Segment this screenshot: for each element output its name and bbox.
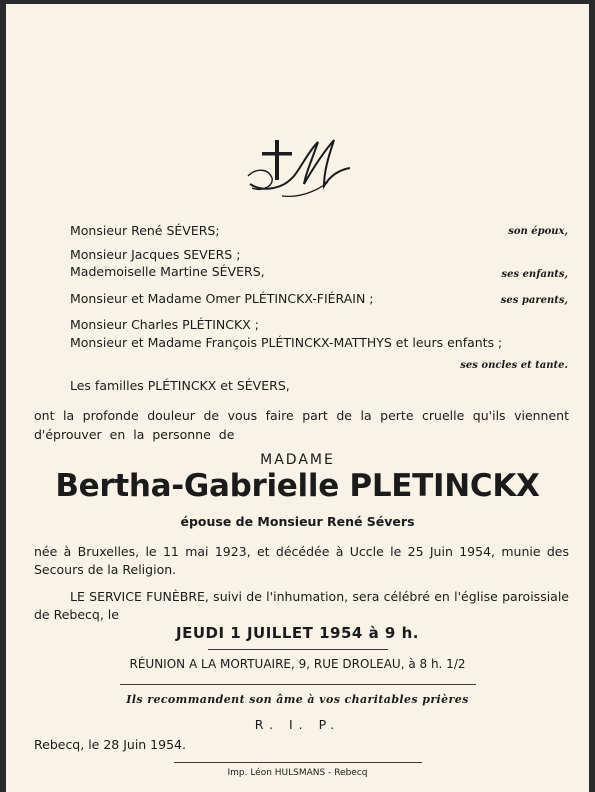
family-member-daughter: Mademoiselle Martine SÉVERS,	[70, 264, 265, 279]
rip-line: R. I. P.	[254, 717, 341, 732]
service-date: JEUDI 1 JUILLET 1954 à 9 h.	[176, 624, 419, 642]
birth-death-line-1: née à Bruxelles, le 11 mai 1923, et décédée à Uccle le 25 Juin 1954, munie des	[34, 544, 569, 559]
birth-death-line-2: Secours de la Religion.	[34, 562, 177, 577]
family-member-parents: Monsieur et Madame Omer PLÉTINCKX-FIÉRAIN ;	[70, 291, 374, 306]
announcement-line-1: ont la profonde douleur de vous faire part de la perte cruelle qu'ils viennent	[34, 408, 569, 423]
family-member-uncle-aunt: Monsieur et Madame François PLÉTINCKX-MATTHYS et leurs enfants ;	[70, 335, 503, 350]
family-member-uncle: Monsieur Charles PLÉTINCKX ;	[70, 317, 259, 332]
divider-short	[208, 649, 388, 650]
place-date: Rebecq, le 28 Juin 1954.	[34, 737, 186, 752]
divider-medium	[120, 684, 476, 685]
deceased-name: Bertha-Gabrielle PLETINCKX	[55, 468, 540, 504]
deceased-title: MADAME	[260, 452, 335, 468]
relation-children: ses enfants,	[501, 269, 568, 280]
families-line: Les familles PLÉTINCKX et SÉVERS,	[70, 378, 290, 393]
family-member-son: Monsieur Jacques SEVERS ;	[70, 247, 241, 262]
family-member-husband: Monsieur René SÉVERS;	[70, 223, 220, 238]
relation-parents: ses parents,	[500, 295, 568, 306]
cross-monogram-icon	[242, 132, 360, 202]
recommendation-line: Ils recommandent son âme à vos charitables prières	[126, 693, 469, 706]
death-notice-card	[6, 4, 589, 792]
divider-bottom	[174, 762, 422, 763]
relation-husband: son époux,	[508, 226, 568, 237]
printer-credit: Imp. Léon HULSMANS - Rebecq	[227, 768, 368, 778]
reunion-line: RÉUNION A LA MORTUAIRE, 9, RUE DROLEAU, à 8 h. 1/2	[129, 657, 466, 671]
announcement-line-2: d'éprouver en la personne de	[34, 427, 235, 442]
service-line-1: LE SERVICE FUNÈBRE, suivi de l'inhumation, sera célébré en l'église paroissiale	[70, 589, 569, 604]
service-line-2: de Rebecq, le	[34, 607, 119, 622]
relation-uncles: ses oncles et tante.	[460, 360, 568, 371]
deceased-spouse: épouse de Monsieur René Sévers	[180, 514, 415, 529]
